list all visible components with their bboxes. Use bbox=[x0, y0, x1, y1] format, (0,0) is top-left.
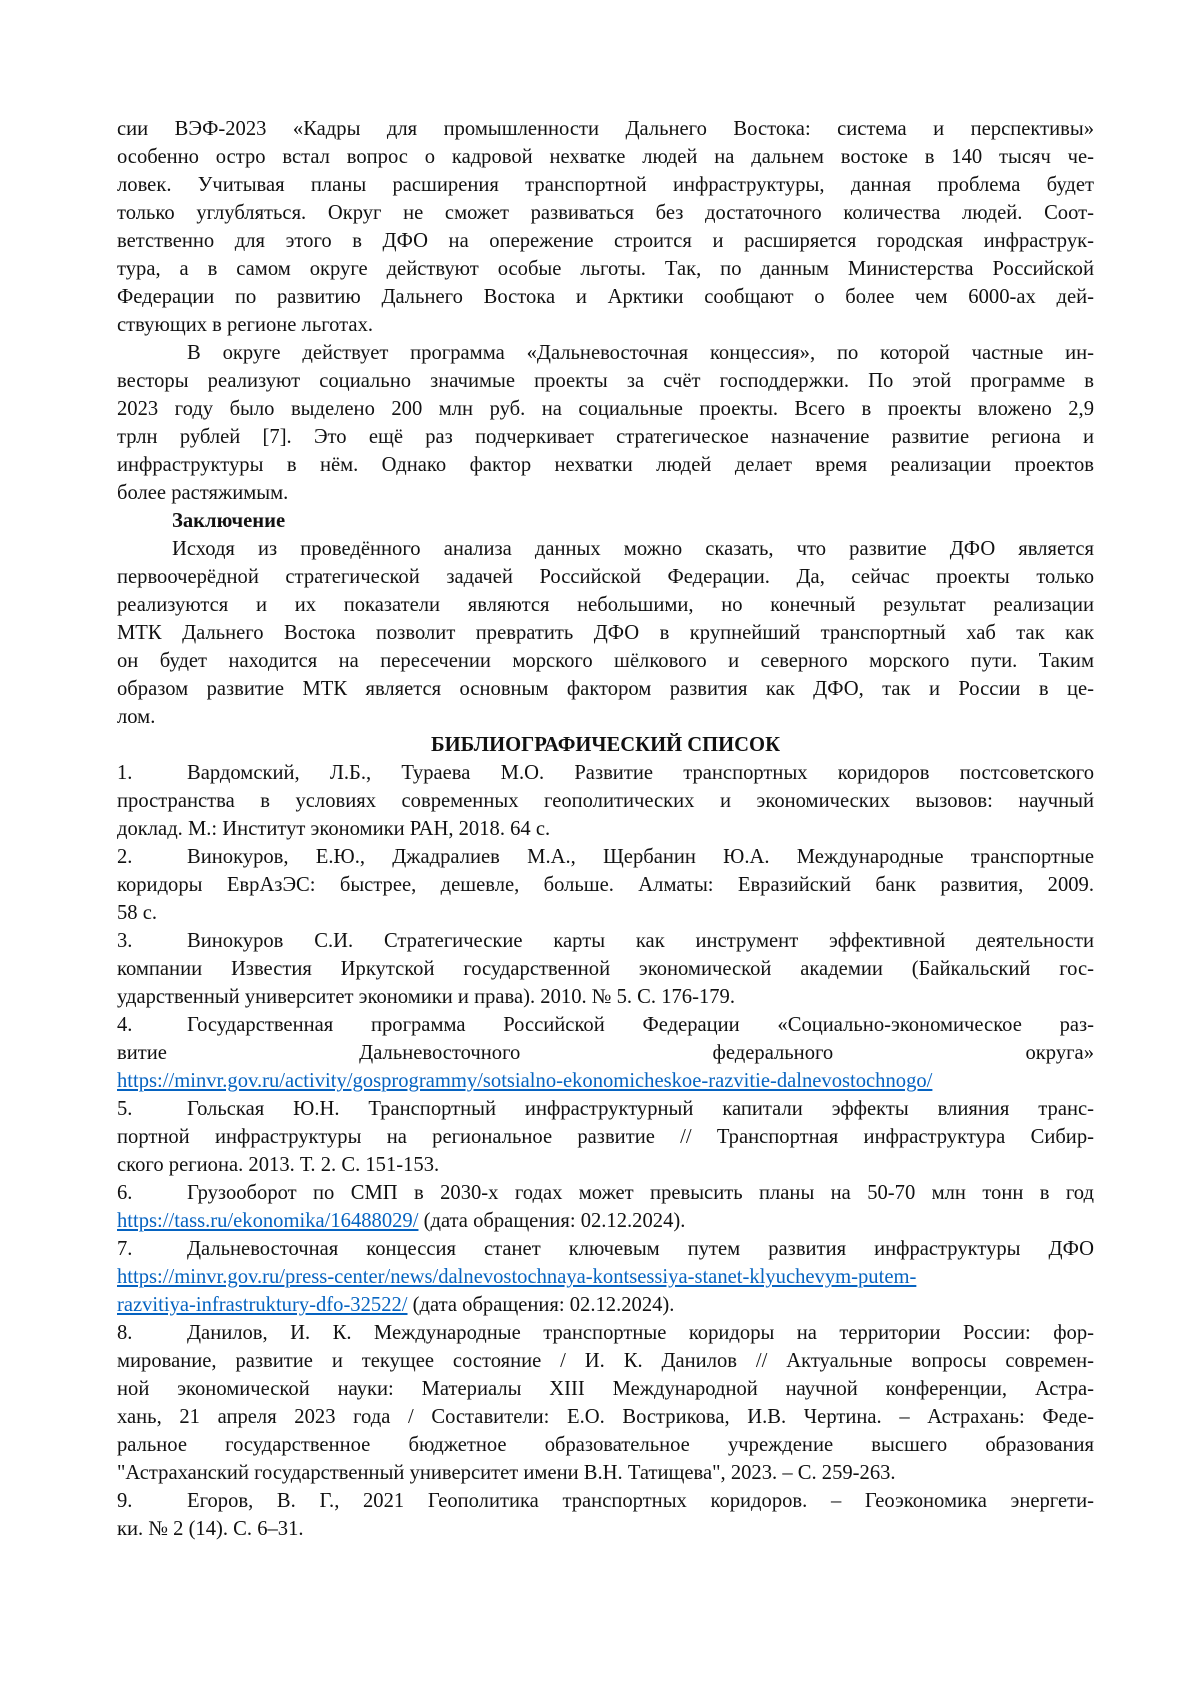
reference-line bbox=[117, 815, 1094, 843]
reference-number: 2. bbox=[117, 843, 187, 871]
reference-line bbox=[117, 1431, 1094, 1459]
reference-line bbox=[117, 871, 1094, 899]
reference-number: 1. bbox=[117, 759, 187, 787]
reference-line bbox=[117, 1291, 1094, 1319]
paragraph-line: тура, а в самом округе действуют особые льготы. Так, по данным Министерства Российской bbox=[117, 255, 1094, 283]
paragraph-line: МТК Дальнего Востока позволит превратить ДФО в крупнейший транспортный хаб так как bbox=[117, 619, 1094, 647]
reference-line bbox=[117, 927, 1094, 955]
reference-line bbox=[117, 955, 1094, 983]
reference-line bbox=[117, 843, 1094, 871]
paragraph-line: он будет находится на пересечении морского шёлкового и северного морского пути. Таким bbox=[117, 647, 1094, 675]
reference-number: 8. bbox=[117, 1319, 187, 1347]
paragraph-line: лом. bbox=[117, 703, 1094, 731]
reference-text: (дата обращения: 02.12.2024). bbox=[408, 1294, 675, 1316]
reference-line bbox=[117, 1067, 1094, 1095]
paragraph-line: первоочерёдной стратегической задачей Российской Федерации. Да, сейчас проекты только bbox=[117, 563, 1094, 591]
reference-line bbox=[117, 759, 1094, 787]
reference-text: Данилов, И. К. Международные транспортные коридоры на территории России: фор- bbox=[187, 1322, 1094, 1344]
reference-link[interactable]: https://minvr.gov.ru/press-center/news/dalnevostochnaya-kontsessiya-stanet-klyuchevym-putem- bbox=[117, 1266, 916, 1288]
reference-line bbox=[117, 1515, 1094, 1543]
section-heading: Заключение bbox=[117, 507, 1094, 535]
paragraph-line: реализуются и их показатели являются небольшими, но конечный результат реализации bbox=[117, 591, 1094, 619]
reference-text: коридоры ЕврАзЭС: быстрее, дешевле, больше. Алматы: Евразийский банк развития, 2009. bbox=[117, 874, 1094, 896]
reference-line bbox=[117, 787, 1094, 815]
paragraph-line: трлн рублей [7]. Это ещё раз подчеркивает стратегическое назначение развитие региона и bbox=[117, 423, 1094, 451]
reference-text: Грузооборот по СМП в 2030-х годах может превысить планы на 50-70 млн тонн в год bbox=[187, 1182, 1094, 1204]
paragraph-line: образом развитие МТК является основным фактором развития как ДФО, так и России в це- bbox=[117, 675, 1094, 703]
reference-number: 6. bbox=[117, 1179, 187, 1207]
reference-text: ского региона. 2013. Т. 2. С. 151-153. bbox=[117, 1154, 439, 1176]
reference-line bbox=[117, 1403, 1094, 1431]
paragraph-line: особенно остро встал вопрос о кадровой нехватке людей на дальнем востоке в 140 тысяч че- bbox=[117, 143, 1094, 171]
reference-text: "Астраханский государственный университет имени В.Н. Татищева", 2023. – С. 259-263. bbox=[117, 1462, 896, 1484]
reference-text: ударственный университет экономики и права). 2010. № 5. С. 176-179. bbox=[117, 986, 735, 1008]
reference-text: Винокуров С.И. Стратегические карты как инструмент эффективной деятельности bbox=[187, 930, 1094, 952]
reference-text: Вардомский, Л.Б., Тураева М.О. Развитие транспортных коридоров постсоветского bbox=[187, 762, 1094, 784]
reference-text: (дата обращения: 02.12.2024). bbox=[418, 1210, 685, 1232]
paragraph-line: более растяжимым. bbox=[117, 479, 1094, 507]
reference-text: Винокуров, Е.Ю., Джадралиев М.А., Щербанин Ю.А. Международные транспортные bbox=[187, 846, 1094, 868]
reference-line bbox=[117, 1207, 1094, 1235]
reference-text: ральное государственное бюджетное образовательное учреждение высшего образования bbox=[117, 1434, 1094, 1456]
reference-line bbox=[117, 1319, 1094, 1347]
paragraph-line: Федерации по развитию Дальнего Востока и Арктики сообщают о более чем 6000-ах дей- bbox=[117, 283, 1094, 311]
reference-line bbox=[117, 1487, 1094, 1515]
reference-number: 5. bbox=[117, 1095, 187, 1123]
reference-line bbox=[117, 1039, 1094, 1067]
reference-line bbox=[117, 1235, 1094, 1263]
reference-line bbox=[117, 983, 1094, 1011]
reference-link[interactable]: https://minvr.gov.ru/activity/gosprogrammy/sotsialno-ekonomicheskoe-razvitie-dalnevostochnogo/ bbox=[117, 1070, 932, 1092]
document-page bbox=[117, 115, 1094, 1543]
reference-text: ки. № 2 (14). С. 6–31. bbox=[117, 1518, 304, 1540]
reference-text: доклад. М.: Институт экономики РАН, 2018. 64 с. bbox=[117, 818, 550, 840]
reference-text: портной инфраструктуры на региональное развитие // Транспортная инфраструктура Сибир- bbox=[117, 1126, 1094, 1148]
reference-text: 58 с. bbox=[117, 902, 157, 924]
reference-line bbox=[117, 1095, 1094, 1123]
reference-text: ной экономической науки: Материалы XIII Международной научной конференции, Астра- bbox=[117, 1378, 1094, 1400]
reference-line bbox=[117, 1151, 1094, 1179]
reference-text: хань, 21 апреля 2023 года / Составители: Е.О. Вострикова, И.В. Чертина. – Астрахань: Феде- bbox=[117, 1406, 1094, 1428]
reference-number: 3. bbox=[117, 927, 187, 955]
paragraph-line: только углубляться. Округ не сможет развиваться без достаточного количества людей. Соот- bbox=[117, 199, 1094, 227]
reference-line bbox=[117, 1123, 1094, 1151]
reference-text: Егоров, В. Г., 2021 Геополитика транспортных коридоров. – Геоэкономика энергети- bbox=[187, 1490, 1094, 1512]
reference-number: 4. bbox=[117, 1011, 187, 1039]
reference-text: Гольская Ю.Н. Транспортный инфраструктурный капитали эффекты влияния транс- bbox=[187, 1098, 1094, 1120]
paragraph-line: В округе действует программа «Дальневосточная концессия», по которой частные ин- bbox=[117, 339, 1094, 367]
reference-line bbox=[117, 1347, 1094, 1375]
paragraph-line: ствующих в регионе льготах. bbox=[117, 311, 1094, 339]
reference-text: компании Известия Иркутской государственной экономической академии (Байкальский гос- bbox=[117, 958, 1094, 980]
reference-line bbox=[117, 1459, 1094, 1487]
reference-link[interactable]: razvitiya-infrastruktury-dfo-32522/ bbox=[117, 1294, 408, 1316]
paragraph-line: ловек. Учитывая планы расширения транспортной инфраструктуры, данная проблема будет bbox=[117, 171, 1094, 199]
reference-text: пространства в условиях современных геополитических и экономических вызовов: научный bbox=[117, 790, 1094, 812]
reference-number: 7. bbox=[117, 1235, 187, 1263]
paragraph-line: 2023 году было выделено 200 млн руб. на социальные проекты. Всего в проекты вложено 2,9 bbox=[117, 395, 1094, 423]
reference-line bbox=[117, 1011, 1094, 1039]
reference-line bbox=[117, 1375, 1094, 1403]
paragraph-line: инфраструктуры в нём. Однако фактор нехватки людей делает время реализации проектов bbox=[117, 451, 1094, 479]
paragraph-line: ветственно для этого в ДФО на опережение строится и расширяется городская инфраструк- bbox=[117, 227, 1094, 255]
reference-text: Государственная программа Российской Федерации «Социально-экономическое раз- bbox=[187, 1014, 1094, 1036]
reference-text: витие Дальневосточного федерального округа» bbox=[117, 1042, 1094, 1064]
reference-text: Дальневосточная концессия станет ключевым путем развития инфраструктуры ДФО bbox=[187, 1238, 1094, 1260]
reference-line bbox=[117, 899, 1094, 927]
reference-line bbox=[117, 1179, 1094, 1207]
reference-link[interactable]: https://tass.ru/ekonomika/16488029/ bbox=[117, 1210, 418, 1232]
reference-text: мирование, развитие и текущее состояние / И. К. Данилов // Актуальные вопросы современ- bbox=[117, 1350, 1094, 1372]
paragraph-line: сии ВЭФ-2023 «Кадры для промышленности Дальнего Востока: система и перспективы» bbox=[117, 115, 1094, 143]
paragraph-line: весторы реализуют социально значимые проекты за счёт господдержки. По этой программе в bbox=[117, 367, 1094, 395]
paragraph-line: Исходя из проведённого анализа данных можно сказать, что развитие ДФО является bbox=[117, 535, 1094, 563]
bibliography-title: БИБЛИОГРАФИЧЕСКИЙ СПИСОК bbox=[117, 731, 1094, 759]
reference-number: 9. bbox=[117, 1487, 187, 1515]
reference-line bbox=[117, 1263, 1094, 1291]
